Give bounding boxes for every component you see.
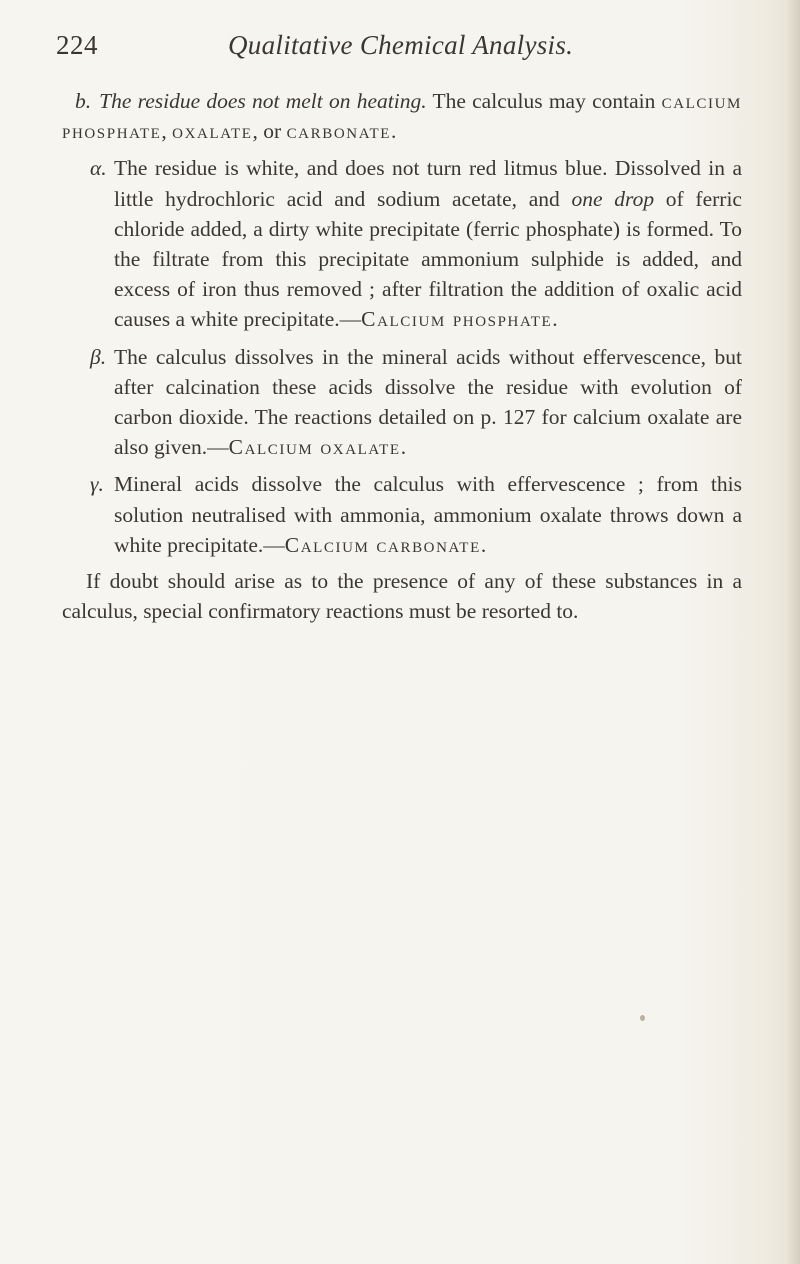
paragraph-b-comma: ,	[161, 119, 173, 144]
paragraph-marker-beta: β.	[90, 344, 107, 369]
body-text	[62, 86, 742, 626]
running-title: Qualitative Chemical Analysis.	[228, 30, 574, 60]
term-calcium-phosphate: calcium phosphate	[62, 89, 742, 144]
paragraph-b-or: , or	[252, 119, 287, 144]
paragraph-beta-end: .	[400, 435, 407, 460]
result-calcium-phosphate: Calcium phosphate	[361, 307, 553, 332]
paragraph-beta	[90, 342, 742, 463]
paragraph-b	[62, 86, 742, 146]
paragraph-alpha-end: .	[552, 307, 558, 332]
paragraph-b-period: .	[391, 119, 397, 144]
page-number: 224	[56, 30, 98, 60]
paragraph-alpha-text: The residue is white, and does not turn red litmus blue. Dissolved in a little hydrochloric acid and sodium acetate, and	[114, 156, 742, 211]
ink-speck	[640, 1015, 645, 1021]
paragraph-marker-gamma: γ.	[90, 472, 104, 497]
paragraph-alpha	[90, 153, 742, 334]
paragraph-gamma	[90, 469, 742, 560]
term-oxalate: oxalate	[172, 119, 253, 144]
term-carbonate: carbonate	[286, 119, 391, 144]
closing-paragraph: If doubt should arise as to the presence of any of these substances in a calculus, special confirmatory reactions must be resorted to.	[62, 569, 742, 624]
paragraph-alpha-text-cont: of ferric chloride added, a dirty white precipitate (ferric phosphate) is formed. To the filtrate from this precipitate ammonium sulphide is added, and excess of iron thus removed ; after filtration the addition of oxalic acid causes a white precipitate.—	[114, 186, 742, 332]
residue-heading: The residue does not melt on heating.	[99, 89, 427, 113]
paragraph-beta-text: The calculus dissolves in the mineral acids without effervescence, but after calcination these acids dissolve the residue with evolution of carbon dioxide. The reactions detailed on p. 127 for calcium oxalate are also given.—	[114, 344, 742, 460]
paragraph-gamma-end: .	[480, 532, 487, 557]
paragraph-marker-alpha: α.	[90, 156, 107, 181]
emphasis-one-drop: one drop	[571, 186, 655, 211]
result-calcium-oxalate: Calcium oxalate	[228, 435, 401, 460]
page-edge-shadow	[786, 0, 800, 1264]
paragraph-gamma-text: Mineral acids dissolve the calculus with effervescence ; from this solution neutralised with ammonia, ammonium oxalate throws down a white precipitate.—	[114, 472, 742, 557]
result-calcium-carbonate: Calcium carbonate	[284, 532, 481, 557]
paragraph-marker-b: b.	[75, 89, 92, 113]
paragraph-b-text: The calculus may contain	[426, 89, 662, 113]
